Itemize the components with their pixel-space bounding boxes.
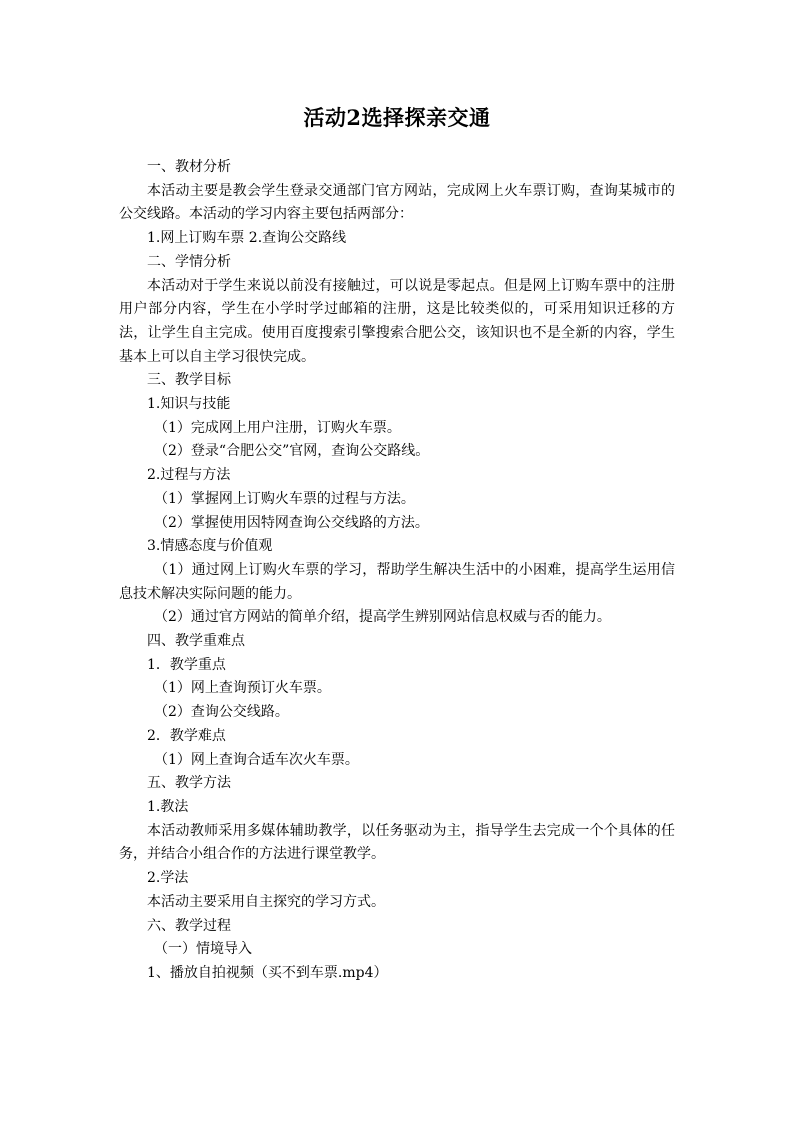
list-item: （2）通过官方网站的简单介绍，提高学生辨别网站信息权威与否的能力。 — [154, 609, 611, 626]
body-paragraph: 1.网上订购车票 2.查询公交路线 — [147, 230, 347, 247]
section-heading: 六、教学过程 — [147, 917, 231, 934]
body-paragraph: 本活动主要是教会学生登录交通部门官方网站，完成网上火车票订购，查询某城市的公交线路。本活动的学习内容主要包括两部分： — [119, 182, 675, 223]
list-item: （1）掌握网上订购火车票的过程与方法。 — [154, 490, 415, 507]
list-item: （1）网上查询预订火车票。 — [154, 680, 331, 697]
list-item: 1、播放自拍视频（买不到车票.mp4） — [147, 964, 388, 981]
subsection-heading: 2.学法 — [147, 870, 189, 887]
subsection-heading: 1．教学重点 — [147, 656, 226, 673]
subsection-heading: 2.过程与方法 — [147, 467, 231, 484]
list-item: （2）掌握使用因特网查询公交线路的方法。 — [154, 514, 429, 531]
section-heading: 五、教学方法 — [147, 775, 231, 792]
body-paragraph: 本活动教师采用多媒体辅助教学，以任务驱动为主，指导学生去完成一个个具体的任务，并结合小组合作的方法进行课堂教学。 — [119, 822, 675, 863]
subsection-heading: 2．教学难点 — [147, 727, 226, 744]
section-heading: 四、教学重难点 — [147, 633, 245, 650]
list-item: （1）完成网上用户注册，订购火车票。 — [154, 419, 401, 436]
subsection-heading: 1.教法 — [147, 798, 189, 815]
section-heading: 三、教学目标 — [147, 372, 231, 389]
document-title: 活动2选择探亲交通 — [303, 105, 491, 130]
section-heading: 一、教材分析 — [147, 159, 231, 175]
body-paragraph: 本活动主要采用自主探究的学习方式。 — [147, 893, 385, 910]
list-item: （1）通过网上订购火车票的学习，帮助学生解决生活中的小困难，提高学生运用信息技术解决实际问题的能力。 — [119, 561, 675, 602]
subsection-heading: 3.情感态度与价值观 — [147, 538, 273, 555]
list-item: （1）网上查询合适车次火车票。 — [154, 751, 359, 768]
section-heading: 二、学情分析 — [147, 253, 231, 270]
list-item: （2）登录“合肥公交”官网，查询公交路线。 — [154, 443, 430, 460]
list-item: （2）查询公交线路。 — [154, 704, 289, 721]
document-body — [119, 156, 675, 986]
subsection-heading: 1.知识与技能 — [147, 396, 231, 413]
subsection-heading: （一）情境导入 — [154, 941, 252, 958]
body-paragraph: 本活动对于学生来说以前没有接触过，可以说是零起点。但是网上订购车票中的注册用户部分内容，学生在小学时学过邮箱的注册，这是比较类似的，可采用知识迁移的方法，让学生自主完成。使用百度搜索引擎搜索合肥公交，该知识也不是全新的内容，学生基本上可以自主学习很快完成。 — [119, 277, 675, 365]
